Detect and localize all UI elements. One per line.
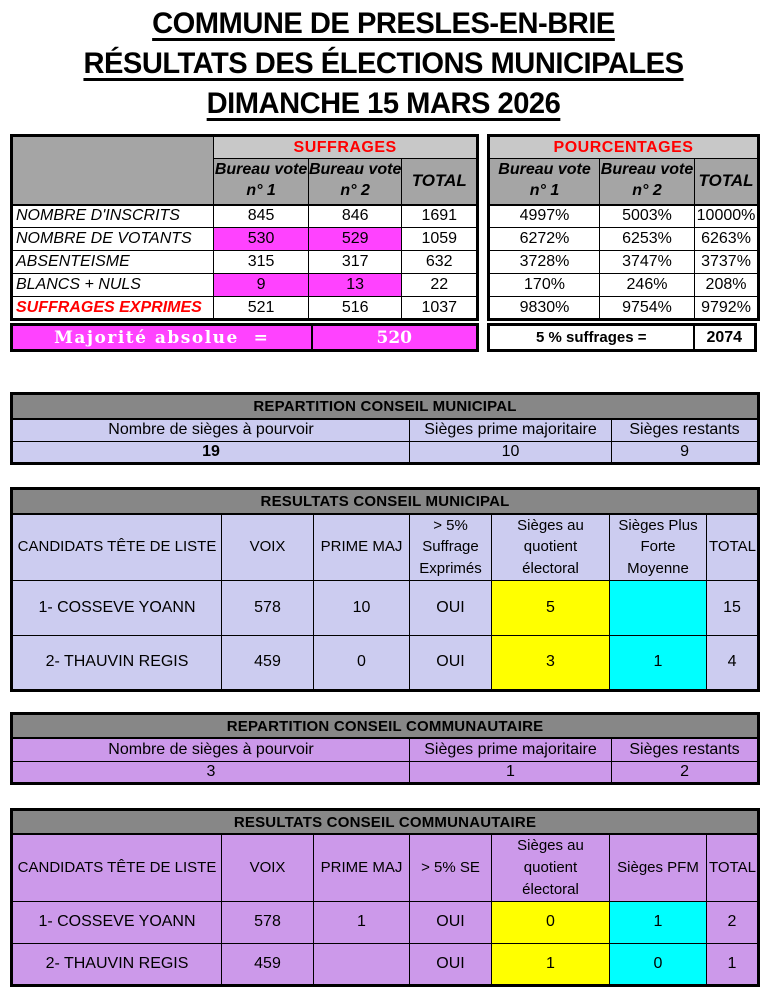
cell-pct: 6253% (600, 228, 695, 251)
cell-pct: 4997% (489, 205, 600, 228)
col-bureau2: Bureau vote n° 2 (308, 159, 402, 205)
cell-value: 1059 (402, 228, 478, 251)
candidate-name: 2- THAUVIN REGIS (12, 635, 222, 690)
cell-value: 516 (308, 297, 402, 320)
header-5pct-se: > 5% SE (410, 834, 492, 901)
header-prime-maj: PRIME MAJ (314, 514, 410, 581)
cell-pct: 3728% (489, 251, 600, 274)
pourcentages-header: POURCENTAGES (489, 136, 759, 159)
candidate-total: 1 (707, 943, 759, 985)
header-sieges-pourvoir: Nombre de sièges à pourvoir (12, 419, 410, 442)
cell-value: 845 (214, 205, 309, 228)
col-bureau1: Bureau vote n° 1 (214, 159, 309, 205)
value-sieges-restants: 2 (612, 761, 759, 783)
value-sieges-prime: 10 (410, 442, 612, 464)
col-total: TOTAL (402, 159, 478, 205)
suffrages-header: SUFFRAGES (214, 136, 478, 159)
header-5pct: > 5% Suffrage Exprimés (410, 514, 492, 581)
summary-tables (10, 134, 757, 352)
candidate-quotient: 1 (492, 943, 610, 985)
suffrages-block (10, 134, 479, 352)
row-votants (12, 228, 478, 251)
row-label: ABSENTEISME (12, 251, 214, 274)
resultats-communautaire-title: RESULTATS CONSEIL COMMUNAUTAIRE (12, 809, 759, 834)
cell-pct: 6272% (489, 228, 600, 251)
cell-value-highlight: 530 (214, 228, 309, 251)
value-sieges-pourvoir: 19 (12, 442, 410, 464)
candidate-name: 1- COSSEVE YOANN (12, 580, 222, 635)
title-date: DIMANCHE 15 MARS 2026 (206, 87, 561, 120)
candidate-5pct: OUI (410, 635, 492, 690)
cell-pct: 9830% (489, 297, 600, 320)
title-resultats: RÉSULTATS DES ÉLECTIONS MUNICIPALES (83, 47, 684, 80)
candidate-prime: 0 (314, 635, 410, 690)
value-sieges-prime: 1 (410, 761, 612, 783)
cell-value: 521 (214, 297, 309, 320)
header-total: TOTAL (707, 834, 759, 901)
header-voix: VOIX (222, 834, 314, 901)
cell-value: 1691 (402, 205, 478, 228)
header-pfm: Sièges Plus Forte Moyenne (610, 514, 707, 581)
repartition-communautaire-table (10, 712, 760, 785)
cell-pct: 10000% (695, 205, 759, 228)
candidate-name: 1- COSSEVE YOANN (12, 901, 222, 943)
resultats-municipal-title: RESULTATS CONSEIL MUNICIPAL (12, 489, 759, 514)
candidate-quotient: 5 (492, 580, 610, 635)
candidate-prime (314, 943, 410, 985)
cell-value: 632 (402, 251, 478, 274)
value-sieges-restants: 9 (612, 442, 759, 464)
candidate-total: 2 (707, 901, 759, 943)
cell-pct: 9754% (600, 297, 695, 320)
majorite-label: Majorité absolue = (12, 325, 312, 351)
cell-pct: 3737% (695, 251, 759, 274)
cell-pct: 208% (695, 274, 759, 297)
pct5-row (487, 323, 757, 352)
majorite-value: 520 (376, 327, 412, 348)
pourcentages-table (487, 134, 760, 321)
candidate-pfm (610, 580, 707, 635)
cell-pct: 170% (489, 274, 600, 297)
candidate-voix: 578 (222, 580, 314, 635)
candidate-5pct: OUI (410, 901, 492, 943)
candidate-5pct: OUI (410, 943, 492, 985)
repartition-municipal-table (10, 392, 760, 465)
candidate-prime: 10 (314, 580, 410, 635)
row-label: NOMBRE DE VOTANTS (12, 228, 214, 251)
header-sieges-restants: Sièges restants (612, 419, 759, 442)
row-absenteisme (12, 251, 478, 274)
repartition-municipal-title: REPARTITION CONSEIL MUNICIPAL (12, 394, 759, 419)
candidate-voix: 578 (222, 901, 314, 943)
pct5-label: 5 % suffrages = (489, 325, 694, 351)
header-sieges-pourvoir: Nombre de sièges à pourvoir (12, 738, 410, 761)
col-bureau2-pct: Bureau vote n° 2 (600, 159, 695, 205)
header-sieges-prime: Sièges prime majoritaire (410, 738, 612, 761)
header-sieges-restants: Sièges restants (612, 738, 759, 761)
header-total: TOTAL (707, 514, 759, 581)
candidate-row (12, 901, 759, 943)
candidate-row (12, 635, 759, 690)
candidate-quotient: 0 (492, 901, 610, 943)
candidate-pfm: 1 (610, 635, 707, 690)
cell-pct: 5003% (600, 205, 695, 228)
cell-pct: 3747% (600, 251, 695, 274)
candidate-5pct: OUI (410, 580, 492, 635)
cell-value-highlight: 9 (214, 274, 309, 297)
header-sieges-prime: Sièges prime majoritaire (410, 419, 612, 442)
candidate-voix: 459 (222, 943, 314, 985)
cell-pct: 246% (600, 274, 695, 297)
candidate-total: 4 (707, 635, 759, 690)
row-exprimes (12, 297, 478, 320)
suffrages-table (10, 134, 479, 321)
col-total-pct: TOTAL (695, 159, 759, 205)
cell-value: 22 (402, 274, 478, 297)
header-sieges-pfm: Sièges PFM (610, 834, 707, 901)
header-candidats: CANDIDATS TÊTE DE LISTE (12, 834, 222, 901)
cell-value: 315 (214, 251, 309, 274)
pct5-value: 2074 (706, 328, 743, 346)
header-voix: VOIX (222, 514, 314, 581)
candidate-total: 15 (707, 580, 759, 635)
cell-pct: 6263% (695, 228, 759, 251)
majorite-absolue-row (10, 323, 479, 352)
candidate-pfm: 1 (610, 901, 707, 943)
cell-value: 317 (308, 251, 402, 274)
candidate-name: 2- THAUVIN REGIS (12, 943, 222, 985)
row-label: NOMBRE D'INSCRITS (12, 205, 214, 228)
candidate-prime: 1 (314, 901, 410, 943)
candidate-quotient: 3 (492, 635, 610, 690)
candidate-row (12, 580, 759, 635)
header-prime-maj: PRIME MAJ (314, 834, 410, 901)
row-label: BLANCS + NULS (12, 274, 214, 297)
repartition-communautaire-title: REPARTITION CONSEIL COMMUNAUTAIRE (12, 713, 759, 738)
cell-value-highlight: 13 (308, 274, 402, 297)
header-candidats: CANDIDATS TÊTE DE LISTE (12, 514, 222, 581)
title-commune: COMMUNE DE PRESLES-EN-BRIE (152, 7, 615, 40)
cell-value: 846 (308, 205, 402, 228)
row-label: SUFFRAGES EXPRIMES (12, 297, 214, 320)
candidate-row (12, 943, 759, 985)
cell-value: 1037 (402, 297, 478, 320)
header-quotient: Sièges au quotient électoral (492, 514, 610, 581)
value-sieges-pourvoir: 3 (12, 761, 410, 783)
document-title (21, 4, 746, 124)
cell-value-highlight: 529 (308, 228, 402, 251)
cell-pct: 9792% (695, 297, 759, 320)
candidate-voix: 459 (222, 635, 314, 690)
header-quotient: Sièges au quotient électoral (492, 834, 610, 901)
row-inscrits (12, 205, 478, 228)
row-blancs-nuls (12, 274, 478, 297)
col-bureau1-pct: Bureau vote n° 1 (489, 159, 600, 205)
candidate-pfm: 0 (610, 943, 707, 985)
pourcentages-block (487, 134, 760, 352)
corner-cell (12, 136, 214, 205)
resultats-communautaire-table (10, 808, 760, 987)
resultats-municipal-table (10, 487, 760, 692)
